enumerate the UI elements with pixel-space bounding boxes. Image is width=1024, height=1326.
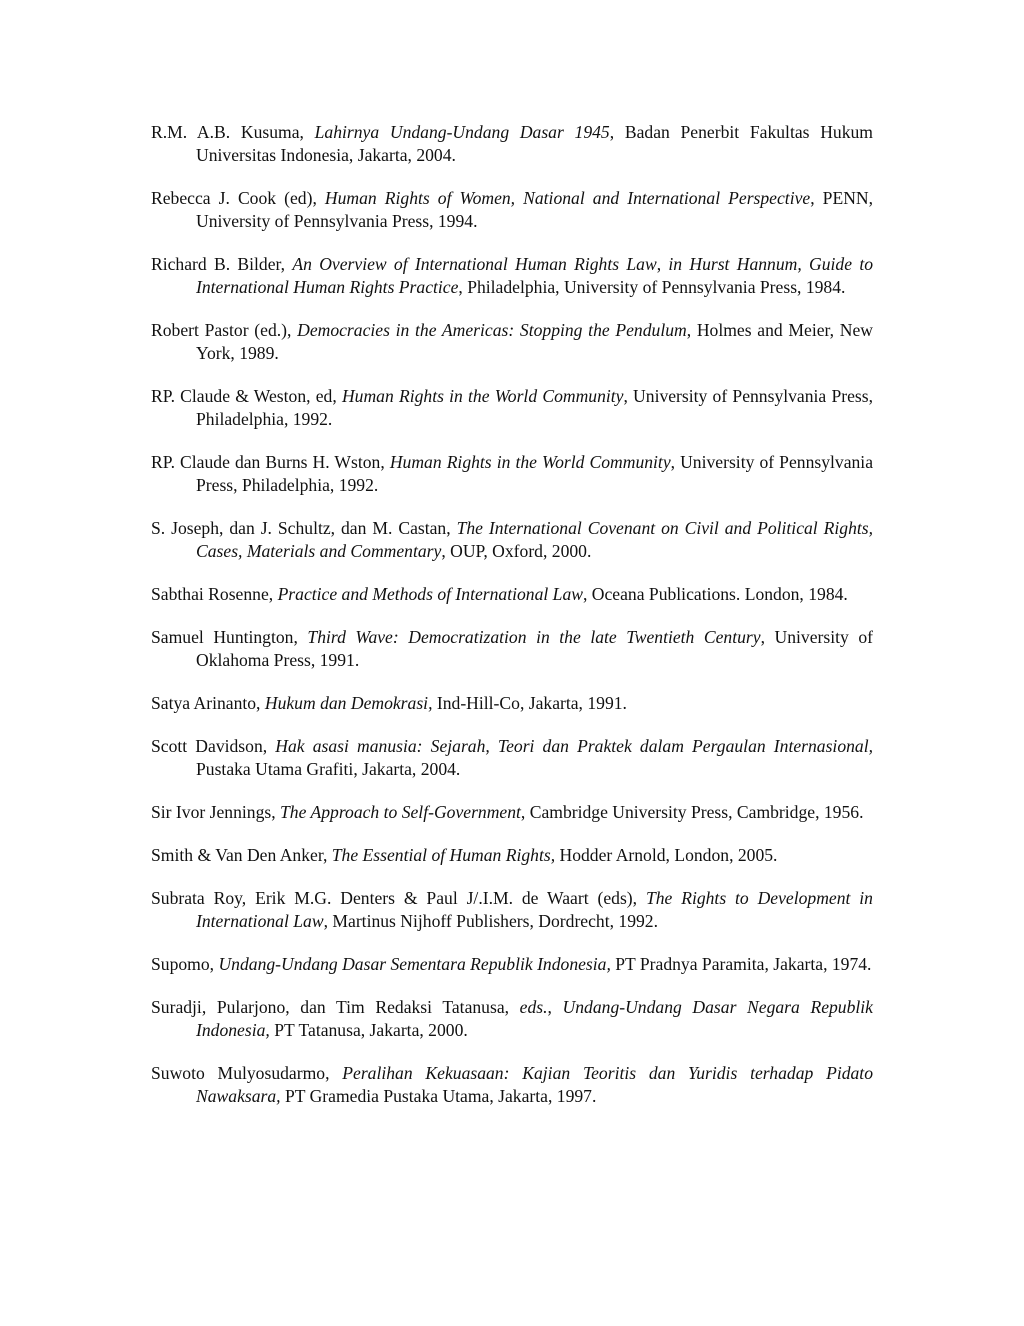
entry-text: Satya Arinanto,: [151, 693, 265, 713]
entry-text: Robert Pastor (ed.),: [151, 320, 298, 340]
bibliography-entry: [151, 253, 873, 299]
entry-title-text: eds.: [519, 997, 548, 1017]
entry-text: , Cambridge University Press, Cambridge, 1956.: [520, 802, 864, 822]
entry-text: ,: [547, 997, 563, 1017]
bibliography-list: [151, 121, 873, 1108]
entry-title-text: The Approach to Self-Government: [280, 802, 521, 822]
entry-title-text: Human Rights in the World Community: [341, 386, 624, 406]
bibliography-entry: [151, 801, 873, 824]
entry-text: Suwoto Mulyosudarmo,: [151, 1063, 343, 1083]
entry-text: , Badan Penerbit Fakultas Hukum Universitas Indonesia, Jakarta, 2004.: [196, 122, 873, 165]
entry-text: , University of Pennsylvania Press, Philadelphia, 1992.: [196, 452, 873, 495]
entry-text: Suradji, Pularjono, dan Tim Redaksi Tatanusa,: [151, 997, 520, 1017]
bibliography-entry: [151, 887, 873, 933]
entry-text: , Philadelphia, University of Pennsylvania Press, 1984.: [458, 277, 846, 297]
entry-text: , Oceana Publications. London, 1984.: [582, 584, 848, 604]
bibliography-entry: [151, 996, 873, 1042]
entry-text: PT Tatanusa, Jakarta, 2000.: [269, 1020, 468, 1040]
bibliography-entry: [151, 844, 873, 867]
entry-text: Subrata Roy, Erik M.G. Denters & Paul J/.I.M. de Waart (eds),: [151, 888, 646, 908]
entry-text: R.M. A.B. Kusuma,: [151, 122, 315, 142]
entry-text: Samuel Huntington,: [151, 627, 308, 647]
entry-text: , OUP, Oxford, 2000.: [441, 541, 592, 561]
entry-title-text: Lahirnya Undang-Undang Dasar 1945: [314, 122, 610, 142]
entry-text: , Martinus Nijhoff Publishers, Dordrecht, 1992.: [323, 911, 658, 931]
bibliography-entry: [151, 735, 873, 781]
entry-text: Hodder Arnold, London, 2005.: [555, 845, 778, 865]
bibliography-page: [151, 121, 873, 1128]
entry-text: PT Gramedia Pustaka Utama, Jakarta, 1997.: [280, 1086, 597, 1106]
entry-text: Pustaka Utama Grafiti, Jakarta, 2004.: [196, 759, 461, 779]
entry-text: , University of Pennsylvania Press, Philadelphia, 1992.: [196, 386, 873, 429]
entry-title-text: Democracies in the Americas: Stopping the Pendulum: [297, 320, 687, 340]
bibliography-entry: [151, 187, 873, 233]
entry-text: Sabthai Rosenne,: [151, 584, 278, 604]
bibliography-entry: [151, 121, 873, 167]
entry-text: Rebecca J. Cook (ed),: [151, 188, 325, 208]
entry-title-text: The International Covenant on Civil and Political Rights, Cases, Materials and Commentary: [196, 518, 873, 561]
bibliography-entry: [151, 692, 873, 715]
entry-title-text: Hukum dan Demokrasi,: [264, 693, 433, 713]
bibliography-entry: [151, 626, 873, 672]
entry-title-text: Hak asasi manusia: Sejarah, Teori dan Praktek dalam Pergaulan Internasional,: [275, 736, 873, 756]
entry-text: Ind-Hill-Co, Jakarta, 1991.: [432, 693, 627, 713]
entry-text: , Holmes and Meier, New York, 1989.: [196, 320, 873, 363]
entry-text: Scott Davidson,: [151, 736, 276, 756]
entry-title-text: The Essential of Human Rights,: [331, 845, 556, 865]
entry-text: Sir Ivor Jennings,: [151, 802, 281, 822]
entry-title-text: The Rights to Development in International Law: [196, 888, 873, 931]
bibliography-entry: [151, 953, 873, 976]
entry-title-text: Human Rights of Women, National and International Perspective: [324, 188, 811, 208]
entry-title-text: Undang-Undang Dasar Negara Republik Indonesia,: [196, 997, 873, 1040]
entry-text: RP. Claude dan Burns H. Wston,: [151, 452, 390, 472]
entry-text: S. Joseph, dan J. Schultz, dan M. Castan,: [151, 518, 457, 538]
entry-text: Smith & Van Den Anker,: [151, 845, 332, 865]
entry-title-text: Practice and Methods of International Law: [277, 584, 583, 604]
entry-text: Richard B. Bilder,: [151, 254, 293, 274]
bibliography-entry: [151, 451, 873, 497]
entry-text: RP. Claude & Weston, ed,: [151, 386, 342, 406]
entry-title-text: in Hurst Hannum, Guide to International Human Rights Practice: [196, 254, 873, 297]
bibliography-entry: [151, 517, 873, 563]
bibliography-entry: [151, 583, 873, 606]
bibliography-entry: [151, 319, 873, 365]
bibliography-entry: [151, 385, 873, 431]
entry-text: PT Pradnya Paramita, Jakarta, 1974.: [610, 954, 872, 974]
entry-title-text: Undang-Undang Dasar Sementara Republik Indonesia,: [218, 954, 611, 974]
entry-text: , University of Oklahoma Press, 1991.: [196, 627, 873, 670]
entry-title-text: Peralihan Kekuasaan: Kajian Teoritis dan Yuridis terhadap Pidato Nawaksara,: [196, 1063, 873, 1106]
entry-text: , PENN, University of Pennsylvania Press, 1994.: [196, 188, 874, 231]
entry-text: ,: [656, 254, 669, 274]
entry-title-text: Third Wave: Democratization in the late Twentieth Century: [307, 627, 761, 647]
entry-title-text: Human Rights in the World Community: [389, 452, 671, 472]
bibliography-entry: [151, 1062, 873, 1108]
entry-text: Supomo,: [151, 954, 219, 974]
entry-title-text: An Overview of International Human Rights Law: [292, 254, 657, 274]
